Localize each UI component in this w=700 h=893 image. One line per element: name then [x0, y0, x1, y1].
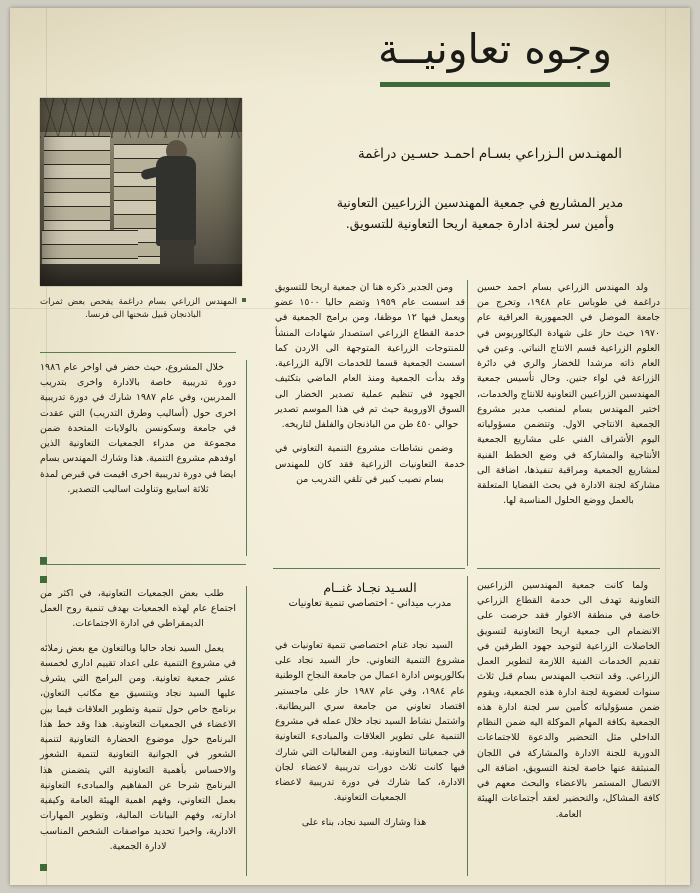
greenhouse-crates-photo — [40, 98, 242, 286]
paragraph: ولما كانت جمعية المهندسين الزراعيين التعاونية تهدف الى خدمة القطاع الزراعي خاصة في منطقة الاغوار فقد حرصت على الانضمام الى جمعية اريحا التعاونية لتسويق الخاصلات الزراعية لتوحيد جهود الطرفين في تقديم الخدمات الفنية اللازمة لتطوير العمل الزراعي. وقد انتخب المهندس بسام قبل ثلاث سنوات لعضوية لجنة ادارة هذه الجمعية، ويقوم ضمن مسؤولياته كأمين سر لجنة ادارة هذه الجمعية بكافة المهام الموكلة اليه ضمن النظام الداخلي مثل التحضير والدعوة للاجتماعات الدورية للجنة الادارة والمشاركة في اللجان المنبثقة عنها خاصة لجنة التسويق، اضافة الى الاتصال المستمر بالاعضاء والبحث معهم في كافة المشاكل، والتحضير لعقد أجتماعات الهيئة العامة. — [477, 580, 660, 820]
column-middle-bottom — [275, 638, 465, 830]
column-right-top — [477, 280, 660, 509]
column-divider-left-lower — [246, 586, 247, 876]
section-marker-left-bottom — [40, 576, 47, 583]
paragraph: يعمل السيد نجاد حاليا وبالتعاون مع بعض زملائه في مشروع التنمية على اعداد تقييم اداري لخمسة عشر جمعية تعاونية. ومن البرامج التي يشرف عليها السيد نجاد ويتنسيق مع مكاتب التعاون، برنامج خاص حول تنمية وتطوير العلاقات فيما بين الاعضاء في الجمعيات التعاونية. هذا وقد خط هذا البرنامج حول موضوع الحضارة التعاونية لتنمية الشعور في الجوانية التعاونية لتنمية الشعور والاحساس بأهمية التعاونية التي يتضمنن هذا البرنامج شرحا عن المفاهيم والمبادىء التعاونية بعمل التعاوني، وفهم اهمية الهيئة العامة وكيفية ادارته، وفهم البيانات المالية، وتطوير المهارات الادارية، واخيرا تحديد مواصفات الشخص المناسب لادارة الجمعية. — [40, 642, 236, 852]
mid-column-rule — [273, 568, 465, 569]
title-underline-rule — [380, 82, 610, 87]
paragraph: خلال المشروع، حيث حضر في اواخر عام ١٩٨٦ دورة تدريبية خاصة بالادارة واخرى بتدريب المدربين، وفي عام ١٩٨٧ شارك في دورة تدريبية اخرى حول (أساليب وطرق التدريب) التي عقدت في جامعة وسكونسن بالولايات المتحدة ضمن مجموعة من مدراء الجمعيات التعاونية الذين اوفدهم مشروع التنمية. هذا وشارك المهندس بسام ايضا في دورة تدريبية اخرى اقيمت في قبرص لمدة ثلاثة اسابيع وتناولت اساليب التصدير. — [40, 362, 236, 495]
page-title: وجوه تعاونيــة — [377, 25, 613, 73]
section-marker-left-end — [40, 864, 47, 871]
left-column-top-rule — [40, 352, 236, 353]
author-role-line-1: مدير المشاريع في جمعية المهندسين الزراعيين التعاونية — [336, 195, 624, 210]
column-divider-left — [246, 360, 247, 556]
right-column-mid-rule — [477, 568, 660, 569]
photo-caption — [40, 296, 246, 323]
bullet-square-icon — [242, 298, 246, 302]
paragraph: السيد نجاد غنام اختصاصي تنمية تعاونيات في مشروع التنمية التعاوني. حاز السيد نجاد على بكالوريوس ادارة اعمال من جامعة النجاح الوطنية عام ١٩٨٤، وفي عام ١٩٨٧ حاز على ماجستير اقتصاد تعاوني من جامعة سري البريطانية. واشتمل نشاط السيد نجاد خلال عمله في مشروع التنمية على تطوير العلاقات والمبادىء التعاونية في جمعياتنا التعاونية. ومن الفعاليات التي شارك فيها كانت ثلاث دورات تدريبية لاعضاء لجان الادارة، كما شارك في دورة تدريبية لاعضاء الجمعيات التعاونية. — [275, 640, 465, 804]
left-column-mid-rule — [40, 564, 246, 565]
section-marker-left-top — [40, 557, 47, 564]
paper-crease-right — [665, 8, 666, 885]
column-middle-top — [275, 280, 465, 487]
photo-caption-text: المهندس الزراعي بسام دراغمة يفحص بعض ثمرات الباذنجان قبيل شحنها الى فرنسا. — [40, 297, 237, 321]
column-left-bottom — [40, 586, 236, 854]
section-heading-block — [270, 580, 470, 621]
paragraph: وضمن نشاطات مشروع التنمية التعاوني في خدمة التعاونيات الزراعية فقد كان للمهندس بسام نصيب كبير في تلقي التدريب من — [275, 443, 465, 485]
paragraph: ولد المهندس الزراعي بسام احمد حسين دراغمة في طوباس عام ١٩٤٨، وتخرج من جامعة الموصل في الجمهورية العراقية عام ١٩٧٠ حيث حاز على شهادة البكالوريوس في العلوم الزراعية قسم الانتاج النباتي. وعين في العام ذاته مرشدا للخضار والري في دائرة الزراعة في لواء جنين. وحال تأسيس جمعية المهندسين الزراعيين التعاونية للانتاج والخدمات، اختير المهندس بسام لمنصب مدير مشروع الجمعية الانتاجي الاول. وتتضمن مسؤولياته اليوم الأشراف الفني على مشاريع الجمعية الأنتاجية والمشاركة في وضع الخطط الفنية لمشاريع الجمعية ومراقبة تنفيذها، اضافة الى مشاركة لجنة الادارة في بحث القضايا المتعلقة بالعمل ووضع الحلول المناسبة لها. — [477, 282, 660, 507]
paragraph: ومن الجدير ذكره هنا ان جمعية اريحا للتسويق قد اسست عام ١٩٥٩ وتضم حاليا ١٥٠٠ عضو ويعمل فيها ١٢ موظفا، ومن برامج الجمعية في خدمة القطاع الزراعي استصدار شهادات المنشأ للمنتوجات الزراعية المتوجهة الى الاردن كما اسست الجمعية قسما للخدمات الآلية الزراعية. وقد بدأت الجمعية ومنذ العام الماضي بتكثيف الجهود في تنظيم عملية تصدير الخضار الى السوق الاوروبية حيث تم في هذا الموسم تصدير حوالي ٤٥٠ طن من الباذنجان والفلفل لتاريخه. — [275, 282, 465, 431]
author-role-line-2: وأمين سر لجنة ادارة جمعية اريحا التعاونية للتسويق. — [345, 215, 615, 231]
masthead — [330, 26, 660, 87]
section-heading: السـيد نجـاد غنــام — [323, 580, 417, 595]
paragraph: طلب بعض الجمعيات التعاونية، في اكثر من اجتماع عام لهذه الجمعيات بهدف تنمية روح العمل الديمقراطي في ادارة الاجتماعات. — [40, 588, 236, 630]
column-divider-right — [467, 280, 468, 566]
author-role — [290, 193, 670, 235]
section-subheading: مدرب ميداني - اختصاصي تنمية تعاونيات — [288, 598, 452, 609]
document-page — [10, 8, 690, 885]
photo-vignette — [40, 98, 242, 286]
author-name: المهنـدس الـزراعي بسـام احمـد حسـين دراغمة — [357, 146, 623, 162]
column-divider-right-lower — [467, 576, 468, 876]
paragraph: هذا وشارك السيد نجاد، بناء على — [301, 816, 427, 828]
column-right-bottom — [477, 578, 660, 822]
column-left-top — [40, 360, 236, 497]
